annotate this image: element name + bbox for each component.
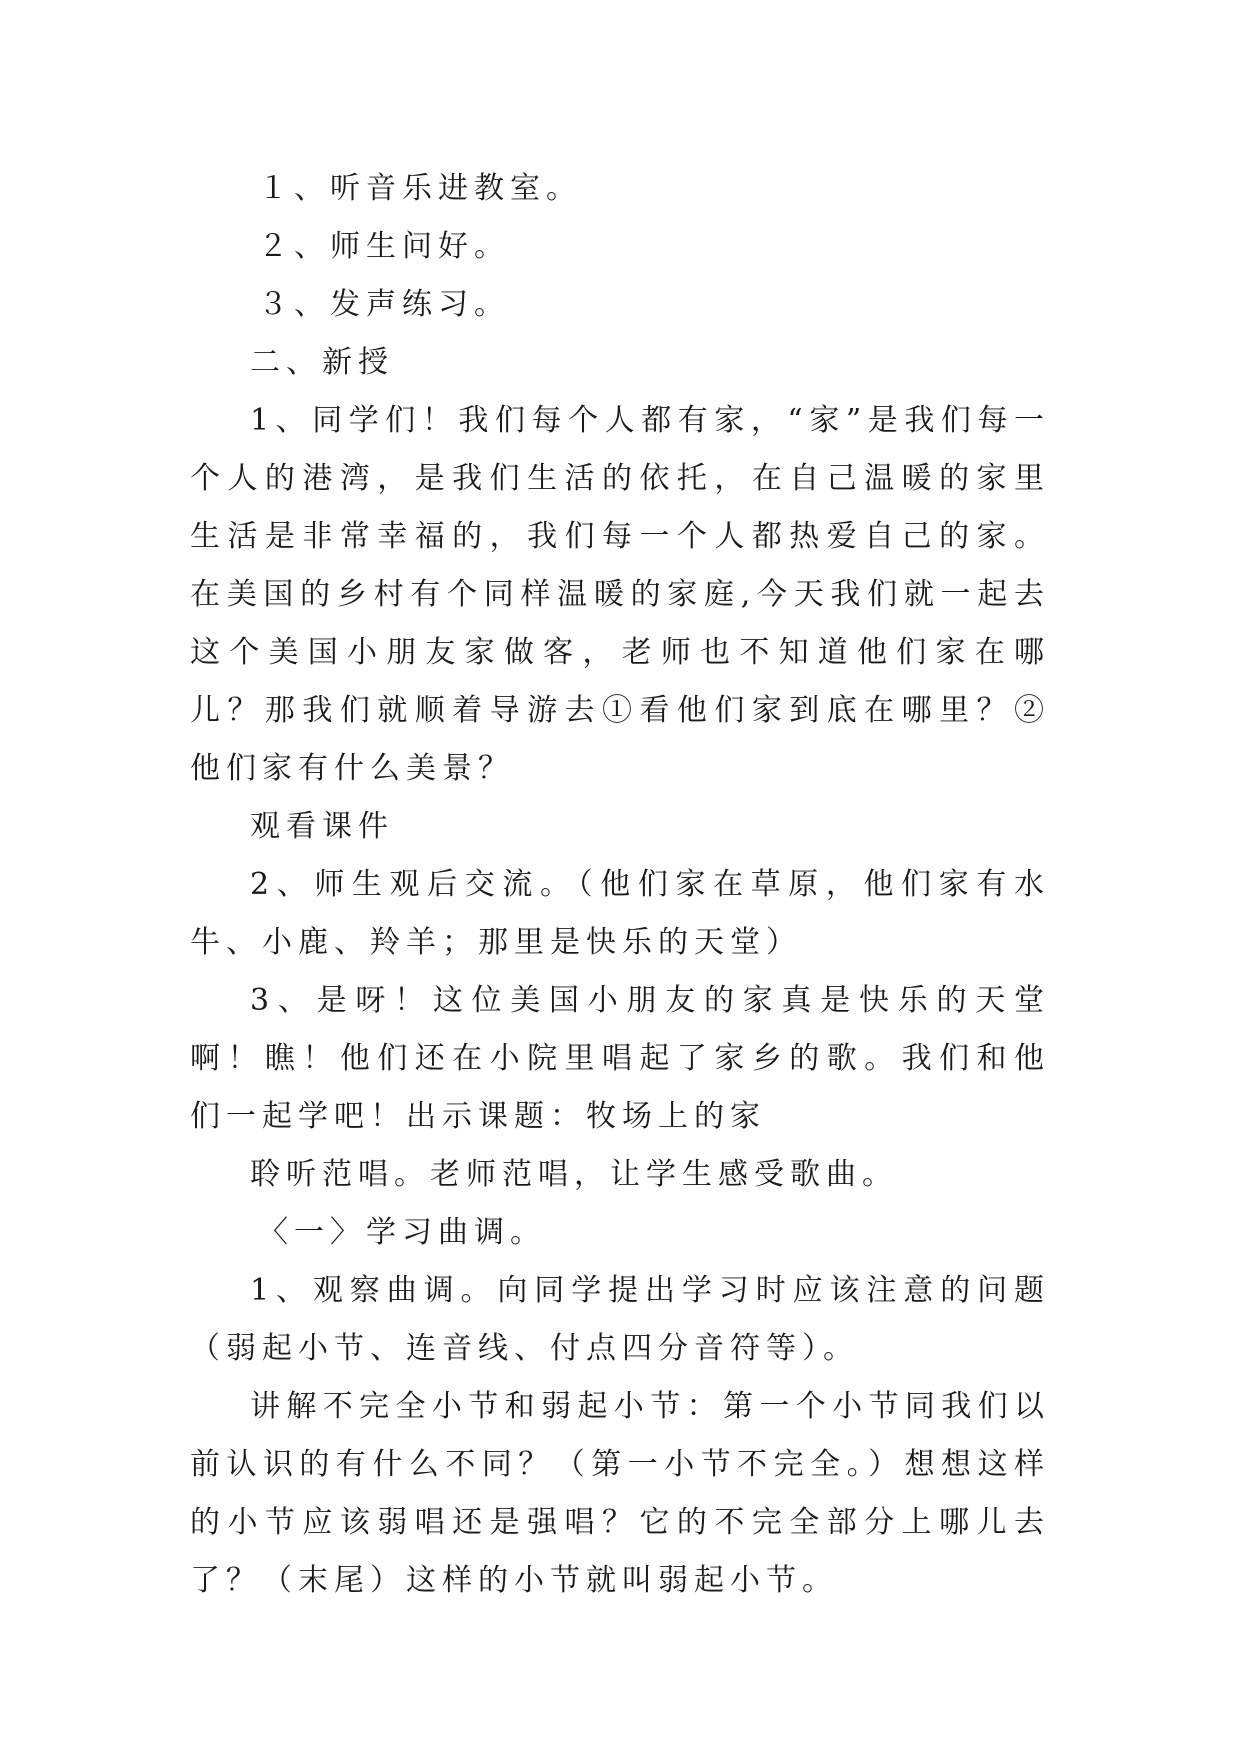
document-body [190, 160, 1050, 1610]
paragraph-explain-anacrusis: 讲解不完全小节和弱起小节：第一个小节同我们以前认识的有什么不同？（第一小节不完全。）想想这样的小节应该弱唱还是强唱？它的不完全部分上哪儿去了？（末尾）这样的小节就叫弱起小节。 [190, 1389, 1050, 1598]
subsection-heading-melody: 〈一〉学习曲调。 [258, 1215, 546, 1250]
paragraph-step-1: １、听音乐进教室。 [258, 171, 582, 206]
paragraph-listen: 聆听范唱。老师范唱，让学生感受歌曲。 [250, 1157, 898, 1192]
paragraph-observe-melody: 1、观察曲调。向同学提出学习时应该注意的问题（弱起小节、连音线、付点四分音符等）。 [190, 1273, 1050, 1366]
section-heading-new-lesson: 二、新授 [250, 345, 394, 380]
paragraph-intro: 1、同学们！我们每个人都有家，“家”是我们每一个人的港湾，是我们生活的依托，在自己温暖的家里生活是非常幸福的，我们每一个人都热爱自己的家。在美国的乡村有个同样温暖的家庭,今天我们就一起去这个美国小朋友家做客，老师也不知道他们家在哪儿？那我们就顺着导游去①看他们家到底在哪里？②他们家有什么美景？ [190, 403, 1050, 786]
paragraph-discussion: 2、师生观后交流。（他们家在草原，他们家有水牛、小鹿、羚羊；那里是快乐的天堂） [190, 867, 1050, 960]
paragraph-watch-courseware: 观看课件 [250, 809, 394, 844]
paragraph-song-title: 3、是呀！这位美国小朋友的家真是快乐的天堂啊！瞧！他们还在小院里唱起了家乡的歌。我们和他们一起学吧！出示课题：牧场上的家 [190, 983, 1050, 1134]
paragraph-step-2: ２、师生问好。 [258, 229, 510, 264]
paragraph-step-3: ３、发声练习。 [258, 287, 510, 322]
